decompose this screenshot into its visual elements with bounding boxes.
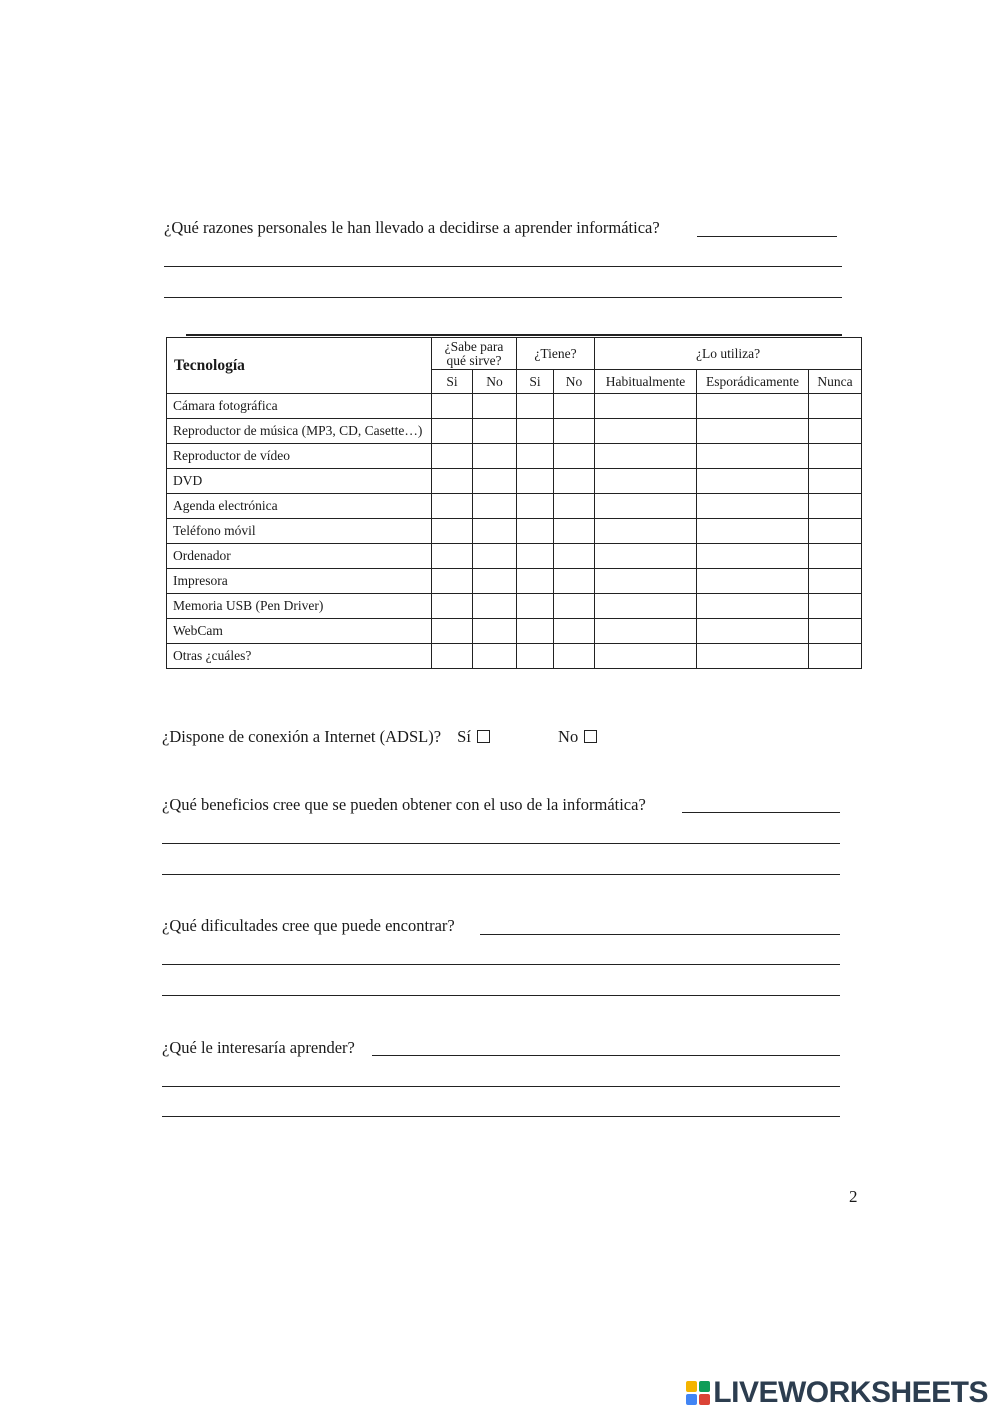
internet-si-label: Sí [457,727,471,746]
esporadicamente-cell[interactable] [697,519,809,544]
answer-interes-line-2[interactable] [162,1086,840,1087]
tiene-no-cell[interactable] [554,394,595,419]
answer-dificultades-line-3[interactable] [162,995,840,996]
nunca-cell[interactable] [809,494,862,519]
subheader-habitualmente: Habitualmente [595,370,697,394]
tiene-no-cell[interactable] [554,419,595,444]
sabe-si-cell[interactable] [432,469,473,494]
esporadicamente-cell[interactable] [697,569,809,594]
table-body [167,394,862,669]
sabe-no-cell[interactable] [473,544,517,569]
table-row [167,644,862,669]
habitualmente-cell[interactable] [595,594,697,619]
table-row [167,619,862,644]
row-label: WebCam [167,619,432,644]
subheader-nunca: Nunca [809,370,862,394]
row-label: Memoria USB (Pen Driver) [167,594,432,619]
table-header-row-1 [167,338,862,370]
header-tecnologia: Tecnología [167,338,432,394]
esporadicamente-cell[interactable] [697,619,809,644]
subheader-sabe-no: No [473,370,517,394]
answer-razones-line-4[interactable] [186,334,842,336]
tiene-no-cell[interactable] [554,544,595,569]
habitualmente-cell[interactable] [595,494,697,519]
sabe-si-cell[interactable] [432,569,473,594]
tiene-si-cell[interactable] [517,544,554,569]
tiene-no-cell[interactable] [554,444,595,469]
answer-razones-line-1[interactable] [697,236,837,237]
table-row [167,594,862,619]
sabe-si-cell[interactable] [432,619,473,644]
question-interes-label: ¿Qué le interesaría aprender? [162,1038,359,1058]
row-label: Impresora [167,569,432,594]
header-sabe: ¿Sabe para qué sirve? [432,338,517,370]
table-row [167,394,862,419]
sabe-no-cell[interactable] [473,519,517,544]
question-razones-label: ¿Qué razones personales le han llevado a decidirse a aprender informática? [164,218,664,238]
header-tiene: ¿Tiene? [517,338,595,370]
habitualmente-cell[interactable] [595,569,697,594]
sabe-no-cell[interactable] [473,394,517,419]
page-number: 2 [849,1187,858,1206]
sabe-no-cell[interactable] [473,419,517,444]
sabe-si-cell[interactable] [432,444,473,469]
tiene-si-cell[interactable] [517,419,554,444]
esporadicamente-cell[interactable] [697,494,809,519]
liveworksheets-mark-icon [686,1381,710,1405]
row-label: Reproductor de vídeo [167,444,432,469]
habitualmente-cell[interactable] [595,544,697,569]
esporadicamente-cell[interactable] [697,469,809,494]
habitualmente-cell[interactable] [595,619,697,644]
nunca-cell[interactable] [809,594,862,619]
row-label: DVD [167,469,432,494]
subheader-esporadicamente: Esporádicamente [697,370,809,394]
habitualmente-cell[interactable] [595,519,697,544]
subheader-tiene-si: Si [517,370,554,394]
sabe-si-cell[interactable] [432,419,473,444]
tiene-si-cell[interactable] [517,594,554,619]
nunca-cell[interactable] [809,419,862,444]
sabe-no-cell[interactable] [473,619,517,644]
tiene-si-cell[interactable] [517,644,554,669]
internet-no-checkbox[interactable] [584,730,597,743]
row-label: Otras ¿cuáles? [167,644,432,669]
habitualmente-cell[interactable] [595,419,697,444]
internet-no-label: No [558,727,579,746]
liveworksheets-logo [686,1376,988,1410]
liveworksheets-wordmark: LIVEWORKSHEETS [713,1376,988,1409]
tiene-si-cell[interactable] [517,619,554,644]
answer-razones-line-2[interactable] [164,266,842,267]
sabe-si-cell[interactable] [432,394,473,419]
tiene-si-cell[interactable] [517,569,554,594]
row-label: Reproductor de música (MP3, CD, Casette…) [167,419,432,444]
esporadicamente-cell[interactable] [697,594,809,619]
esporadicamente-cell[interactable] [697,444,809,469]
answer-dificultades-line-1[interactable] [480,934,840,935]
sabe-no-cell[interactable] [473,644,517,669]
tiene-no-cell[interactable] [554,494,595,519]
tiene-si-cell[interactable] [517,394,554,419]
nunca-cell[interactable] [809,519,862,544]
habitualmente-cell[interactable] [595,644,697,669]
table-row [167,519,862,544]
sabe-no-cell[interactable] [473,569,517,594]
habitualmente-cell[interactable] [595,394,697,419]
question-internet-label: ¿Dispone de conexión a Internet (ADSL)? [162,727,442,746]
answer-razones-line-3[interactable] [164,297,842,298]
tiene-no-cell[interactable] [554,469,595,494]
answer-beneficios-line-1[interactable] [682,812,840,813]
row-label: Teléfono móvil [167,519,432,544]
sabe-si-cell[interactable] [432,494,473,519]
nunca-cell[interactable] [809,569,862,594]
tiene-no-cell[interactable] [554,644,595,669]
table-row [167,444,862,469]
sabe-si-cell[interactable] [432,644,473,669]
question-internet [162,727,601,747]
nunca-cell[interactable] [809,469,862,494]
nunca-cell[interactable] [809,394,862,419]
habitualmente-cell[interactable] [595,444,697,469]
header-utiliza: ¿Lo utiliza? [595,338,862,370]
tiene-si-cell[interactable] [517,494,554,519]
sabe-si-cell[interactable] [432,519,473,544]
answer-beneficios-line-3[interactable] [162,874,840,875]
esporadicamente-cell[interactable] [697,544,809,569]
esporadicamente-cell[interactable] [697,644,809,669]
row-label: Ordenador [167,544,432,569]
internet-si-checkbox[interactable] [477,730,490,743]
nunca-cell[interactable] [809,444,862,469]
tiene-si-cell[interactable] [517,469,554,494]
row-label: Cámara fotográfica [167,394,432,419]
tiene-si-cell[interactable] [517,444,554,469]
habitualmente-cell[interactable] [595,469,697,494]
nunca-cell[interactable] [809,544,862,569]
sabe-si-cell[interactable] [432,594,473,619]
esporadicamente-cell[interactable] [697,394,809,419]
sabe-no-cell[interactable] [473,494,517,519]
tiene-no-cell[interactable] [554,569,595,594]
answer-dificultades-line-2[interactable] [162,964,840,965]
table-row [167,419,862,444]
answer-beneficios-line-2[interactable] [162,843,840,844]
nunca-cell[interactable] [809,644,862,669]
table-row [167,494,862,519]
sabe-no-cell[interactable] [473,469,517,494]
question-dificultades-label: ¿Qué dificultades cree que puede encontrar? [162,916,459,936]
table-row [167,544,862,569]
question-beneficios-label: ¿Qué beneficios cree que se pueden obtener con el uso de la informática? [162,795,650,815]
subheader-sabe-si: Si [432,370,473,394]
tiene-no-cell[interactable] [554,594,595,619]
nunca-cell[interactable] [809,619,862,644]
tiene-no-cell[interactable] [554,519,595,544]
sabe-no-cell[interactable] [473,594,517,619]
table-row [167,469,862,494]
table-row [167,569,862,594]
subheader-tiene-no: No [554,370,595,394]
answer-interes-line-1[interactable] [372,1055,840,1056]
esporadicamente-cell[interactable] [697,419,809,444]
row-label: Agenda electrónica [167,494,432,519]
tiene-no-cell[interactable] [554,619,595,644]
sabe-no-cell[interactable] [473,444,517,469]
tiene-si-cell[interactable] [517,519,554,544]
answer-interes-line-3[interactable] [162,1116,840,1117]
sabe-si-cell[interactable] [432,544,473,569]
technology-table [166,337,862,669]
